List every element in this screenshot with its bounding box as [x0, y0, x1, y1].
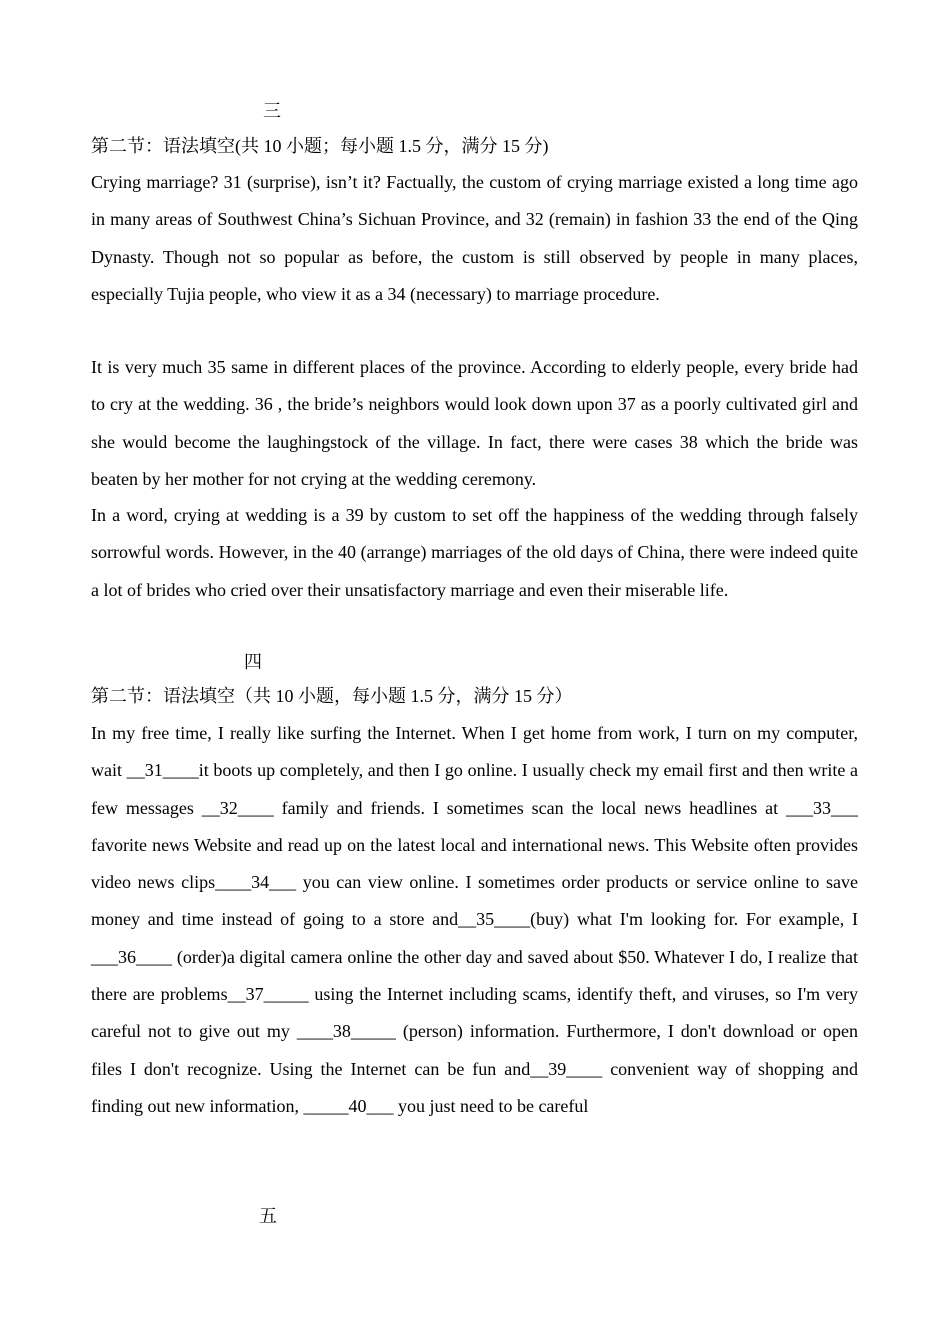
section-heading-grammar-fill-1: 第二节：语法填空(共 10 小题；每小题 1.5 分，满分 15 分)	[91, 136, 549, 156]
passage-paragraph: In a word, crying at wedding is a 39 by custom to set off the happiness of the wedding through falsely sorrowful words. However, in the 40 (arrange) marriages of the old days of China, there were indeed quite a lot of brides who cried over their unsatisfactory marriage and even their miserable life.	[91, 505, 858, 600]
section-marker-four: 四	[244, 652, 262, 672]
section-heading-grammar-fill-2: 第二节：语法填空（共 10 小题，每小题 1.5 分，满分 15 分）	[91, 686, 573, 706]
passage-paragraph: Crying marriage? 31 (surprise), isn’t it? Factually, the custom of crying marriage existed a long time ago in many areas of Southwest China’s Sichuan Province, and 32 (remain) in fashion 33 the end of the Qing Dynasty. Though not so popular as before, the custom is still observed by people in many places, especially Tujia people, who view it as a 34 (necessary) to marriage procedure.	[91, 172, 858, 304]
section-marker-five: 五	[259, 1206, 277, 1226]
section-marker-three: 三	[263, 101, 281, 121]
passage-paragraph: In my free time, I really like surfing the Internet. When I get home from work, I turn on my computer, wait __31____it boots up completely, and then I go online. I usually check my email first and then write a few messages __32____ family and friends. I sometimes scan the local news headlines at ___33___ favorite news Website and read up on the latest local and international news. This Website often provides video news clips____34___ you can view online. I sometimes order products or service online to save money and time instead of going to a store and__35____(buy) what I'm looking for. For example, I ___36____ (order)a digital camera online the other day and saved about $50. Whatever I do, I realize that there are problems__37_____ using the Internet including scams, identify theft, and viruses, so I'm very careful not to give out my ____38_____ (person) information. Furthermore, I don't download or open files I don't recognize. Using the Internet can be fun and__39____ convenient way of shopping and finding out new information, _____40___ you just need to be careful	[91, 723, 858, 1116]
passage-paragraph: It is very much 35 same in different places of the province. According to elderly people, every bride had to cry at the wedding. 36 , the bride’s neighbors would look down upon 37 as a poorly cultivated girl and she would become the laughingstock of the village. In fact, there were cases 38 which the bride was beaten by her mother for not crying at the wedding ceremony.	[91, 357, 858, 489]
